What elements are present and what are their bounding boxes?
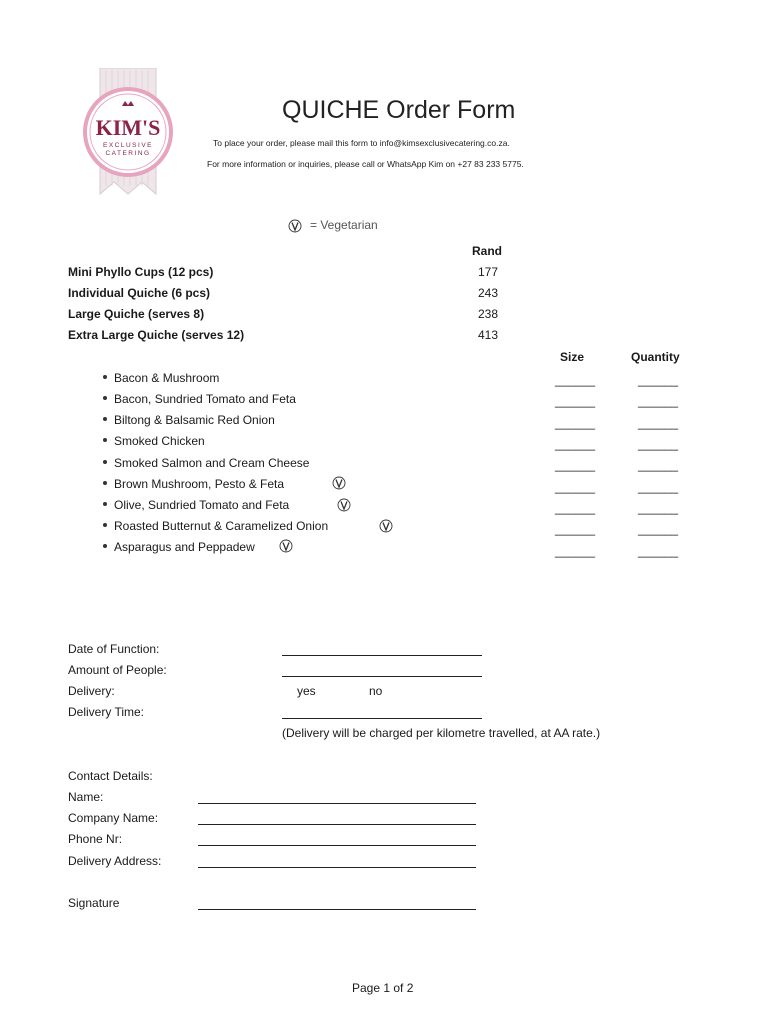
delivery-time-field[interactable] xyxy=(282,718,482,719)
delivery-yes-option[interactable]: yes xyxy=(297,684,316,698)
delivery-time-label: Delivery Time: xyxy=(68,705,145,719)
quantity-blank[interactable]: ______ xyxy=(638,394,679,408)
bullet xyxy=(103,523,107,527)
flavour-name: Bacon, Sundried Tomato and Feta xyxy=(114,392,296,406)
flavour-name: Brown Mushroom, Pesto & Feta xyxy=(114,477,285,491)
quantity-blank[interactable]: ______ xyxy=(638,373,679,387)
size-blank[interactable]: ______ xyxy=(555,458,596,472)
size-name: Mini Phyllo Cups (12 pcs) xyxy=(68,265,214,279)
vegetarian-icon xyxy=(337,498,351,512)
size-name: Large Quiche (serves 8) xyxy=(68,307,205,321)
flavour-name: Bacon & Mushroom xyxy=(114,371,220,385)
size-blank[interactable]: ______ xyxy=(555,480,596,494)
vegetarian-icon xyxy=(279,539,293,553)
size-blank[interactable]: ______ xyxy=(555,394,596,408)
signature-label: Signature xyxy=(68,896,120,910)
bullet xyxy=(103,417,107,421)
size-price: 243 xyxy=(478,286,499,300)
size-blank[interactable]: ______ xyxy=(555,544,596,558)
quantity-blank[interactable]: ______ xyxy=(638,416,679,430)
size-column-header: Size xyxy=(560,350,585,364)
quantity-blank[interactable]: ______ xyxy=(638,437,679,451)
delivery-charge-note: (Delivery will be charged per kilometre travelled, at AA rate.) xyxy=(282,726,601,740)
quantity-blank[interactable]: ______ xyxy=(638,458,679,472)
vegetarian-icon xyxy=(332,476,346,490)
size-blank[interactable]: ______ xyxy=(555,373,596,387)
size-blank[interactable]: ______ xyxy=(555,416,596,430)
size-price: 177 xyxy=(478,265,499,279)
flavour-name: Smoked Chicken xyxy=(114,434,205,448)
kims-logo xyxy=(80,68,176,196)
logo-line1: EXCLUSIVE xyxy=(103,142,153,149)
delivery-address-field[interactable] xyxy=(198,867,476,868)
quantity-blank[interactable]: ______ xyxy=(638,544,679,558)
quantity-blank[interactable]: ______ xyxy=(638,480,679,494)
price-column-header: Rand xyxy=(472,244,502,258)
bullet xyxy=(103,460,107,464)
flavour-name: Roasted Butternut & Caramelized Onion xyxy=(114,519,329,533)
quantity-column-header: Quantity xyxy=(631,350,680,364)
page-title: QUICHE Order Form xyxy=(282,96,516,124)
delivery-label: Delivery: xyxy=(68,684,115,698)
size-price: 413 xyxy=(478,328,499,342)
logo-brand: KIM'S xyxy=(95,115,161,140)
flavour-name: Asparagus and Peppadew xyxy=(114,540,255,554)
size-price: 238 xyxy=(478,307,499,321)
quantity-blank[interactable]: ______ xyxy=(638,501,679,515)
vegetarian-icon xyxy=(379,519,393,533)
flavour-name: Olive, Sundried Tomato and Feta xyxy=(114,498,290,512)
bullet xyxy=(103,544,107,548)
company-name-field[interactable] xyxy=(198,824,476,825)
bullet xyxy=(103,396,107,400)
size-name: Extra Large Quiche (serves 12) xyxy=(68,328,245,342)
flavour-name: Biltong & Balsamic Red Onion xyxy=(114,413,275,427)
date-of-function-label: Date of Function: xyxy=(68,642,160,656)
delivery-address-label: Delivery Address: xyxy=(68,854,162,868)
delivery-no-option[interactable]: no xyxy=(369,684,383,698)
bullet xyxy=(103,481,107,485)
vegetarian-legend: = Vegetarian xyxy=(310,218,378,232)
name-field[interactable] xyxy=(198,803,476,804)
bullet xyxy=(103,438,107,442)
phone-label: Phone Nr: xyxy=(68,832,123,846)
amount-of-people-label: Amount of People: xyxy=(68,663,167,677)
company-name-label: Company Name: xyxy=(68,811,159,825)
flavour-name: Smoked Salmon and Cream Cheese xyxy=(114,456,310,470)
bullet xyxy=(103,502,107,506)
phone-field[interactable] xyxy=(198,845,476,846)
order-instructions: To place your order, please mail this form to info@kimsexclusivecatering.co.za. xyxy=(213,138,510,148)
amount-of-people-field[interactable] xyxy=(282,676,482,677)
page-number: Page 1 of 2 xyxy=(352,981,414,995)
vegetarian-icon xyxy=(288,219,302,233)
bullet xyxy=(103,375,107,379)
signature-field[interactable] xyxy=(198,909,476,910)
size-blank[interactable]: ______ xyxy=(555,501,596,515)
name-label: Name: xyxy=(68,790,104,804)
contact-instructions: For more information or inquiries, please call or WhatsApp Kim on +27 83 233 5775. xyxy=(207,159,524,169)
quantity-blank[interactable]: ______ xyxy=(638,522,679,536)
date-of-function-field[interactable] xyxy=(282,655,482,656)
size-name: Individual Quiche (6 pcs) xyxy=(68,286,211,300)
contact-details-heading: Contact Details: xyxy=(68,769,153,783)
size-blank[interactable]: ______ xyxy=(555,437,596,451)
size-blank[interactable]: ______ xyxy=(555,522,596,536)
logo-line2: CATERING xyxy=(105,150,151,157)
